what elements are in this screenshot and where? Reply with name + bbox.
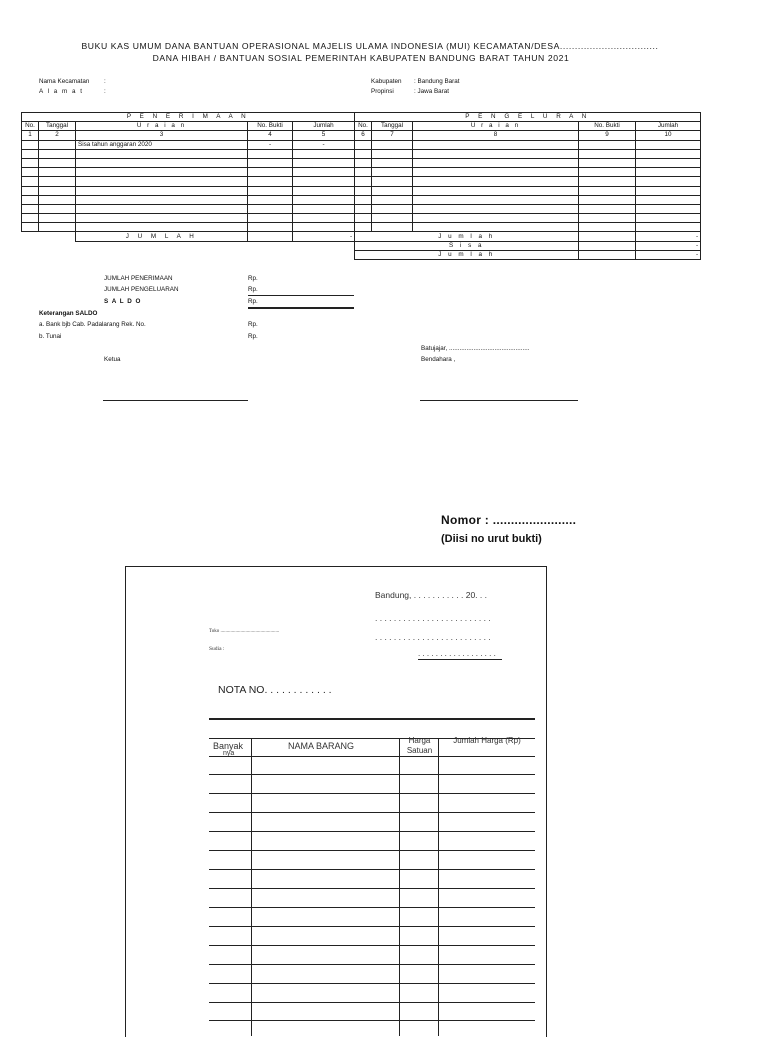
bendahara-signature-line (420, 400, 578, 401)
jumlah2-label: J u m l a h (355, 250, 579, 259)
rp-label: Rp. (248, 298, 258, 305)
jumlah-right-value: - (636, 232, 701, 241)
jumlah-value: - (293, 232, 355, 241)
table-row (355, 149, 701, 158)
ketua-label: Ketua (104, 356, 121, 363)
header-uraian: U r a i a n (413, 122, 579, 131)
alamat-colon: : (104, 88, 106, 95)
nota-dots-line: . . . . . . . . . . . . . . . . . . . . . . . . . (375, 613, 491, 623)
place-date: Batujajar, .............................................. (421, 345, 530, 352)
table-row (22, 214, 355, 223)
rp-label: Rp. (248, 286, 258, 293)
col-number: 6 (355, 131, 372, 140)
col-number: 3 (76, 131, 248, 140)
jumlah-penerimaan-label: JUMLAH PENERIMAAN (104, 275, 173, 282)
jumlah-row (22, 232, 355, 241)
table-row (22, 195, 355, 204)
table-row (355, 168, 701, 177)
subtotal-line (248, 295, 354, 296)
nomor-label: Nomor : ....................... (441, 513, 577, 527)
col-number: 1 (22, 131, 39, 140)
table-row (355, 223, 701, 232)
kabupaten-label: Kabupaten (371, 78, 402, 85)
header-jumlah: Jumlah (293, 122, 355, 131)
header-jumlah: Jumlah (636, 122, 701, 131)
sisa-row (355, 241, 701, 250)
kabupaten-value: : Bandung Barat (414, 78, 460, 85)
first-row-jumlah: - (293, 140, 355, 149)
keterangan-saldo: Keterangan SALDO (39, 310, 98, 317)
jumlah-label: J U M L A H (76, 232, 248, 241)
table-row (22, 158, 355, 167)
col-jumlah-harga: Jumlah Harga (Rp) (453, 736, 521, 745)
table-row (22, 168, 355, 177)
jumlah-right-label: J u m l a h (355, 232, 579, 241)
table-row (355, 158, 701, 167)
saldo-label: S A L D O (104, 298, 142, 305)
col-banyak: Banyak (213, 741, 244, 751)
header-no-bukti: No. Bukti (579, 122, 636, 131)
jumlah-pengeluaran-label: JUMLAH PENGELUARAN (104, 286, 179, 293)
nomor-note: (Diisi no urut bukti) (441, 533, 542, 545)
header-uraian: U r a i a n (76, 122, 248, 131)
table-row (22, 149, 355, 158)
ketua-signature-line (103, 400, 248, 401)
col-number: 10 (636, 131, 701, 140)
nota-no: NOTA NO. . . . . . . . . . . . (218, 684, 332, 696)
col-nama-barang: NAMA BARANG (288, 741, 355, 751)
sudia-label: Sudia : (209, 646, 225, 652)
document-title-line1: BUKU KAS UMUM DANA BANTUAN OPERASIONAL MAJELIS ULAMA INDONESIA (MUI) KECAMATAN/DESA................................. (81, 41, 659, 51)
rp-label: Rp. (248, 333, 258, 340)
col-number: 7 (372, 131, 413, 140)
nota-bandung: Bandung, . . . . . . . . . . . 20. . . (375, 590, 487, 600)
header-no-bukti: No. Bukti (248, 122, 293, 131)
document-title-line2: DANA HIBAH / BANTUAN SOSIAL PEMERINTAH KABUPATEN BANDUNG BARAT TAHUN 2021 (152, 53, 570, 63)
first-row-no-bukti: - (248, 140, 293, 149)
bendahara-label: Bendahara , (421, 356, 456, 363)
col-number: 9 (579, 131, 636, 140)
kecamatan-label: Nama Kecamatan (39, 78, 90, 85)
table-row (355, 186, 701, 195)
col-number: 5 (293, 131, 355, 140)
header-no: No. (22, 122, 39, 131)
penerimaan-title: P E N E R I M A A N (22, 113, 355, 122)
table-row (355, 140, 701, 149)
saldo-line (248, 307, 354, 309)
table-row (22, 223, 355, 232)
table-row (355, 204, 701, 213)
sisa-label: S i s a (355, 241, 579, 250)
header-no: No. (355, 122, 372, 131)
table-row (22, 140, 355, 149)
toko-label: Toko ............................................... (209, 629, 280, 634)
pengeluaran-table (354, 112, 701, 260)
col-harga-satuan: Harga Satuan (406, 736, 433, 755)
table-row (22, 186, 355, 195)
propinsi-value: : Jawa Barat (414, 88, 449, 95)
bank-label: a. Bank bjb Cab. Padalarang Rek. No. (39, 321, 146, 328)
col-number: 2 (39, 131, 76, 140)
table-row (355, 195, 701, 204)
table-row (355, 177, 701, 186)
table-row (22, 204, 355, 213)
tunai-label: b. Tunai (39, 333, 62, 340)
nota-items-table (209, 718, 535, 1036)
table-row (355, 214, 701, 223)
alamat-label: A l a m a t (39, 88, 84, 95)
table-row (22, 177, 355, 186)
propinsi-label: Propinsi (371, 88, 394, 95)
jumlah2-row (355, 250, 701, 259)
header-tanggal: Tanggal (39, 122, 76, 131)
jumlah2-value: - (636, 250, 701, 259)
pengeluaran-title: P E N G E L U R A N (355, 113, 701, 122)
penerimaan-table (21, 112, 355, 242)
kecamatan-colon: : (104, 78, 106, 85)
sisa-value: - (636, 241, 701, 250)
header-tanggal: Tanggal (372, 122, 413, 131)
nota-dots-line: . . . . . . . . . . . . . . . . . . . . . . . . . (375, 632, 491, 642)
col-number: 8 (413, 131, 579, 140)
jumlah-row (355, 232, 701, 241)
col-number: 4 (248, 131, 293, 140)
rp-label: Rp. (248, 321, 258, 328)
first-row-uraian: Sisa tahun anggaran 2020 (76, 140, 248, 149)
col-banyak2: nya (223, 750, 235, 757)
sudia-line (418, 659, 502, 660)
rp-label: Rp. (248, 275, 258, 282)
nota-small-dots: . . . . . . . . . . . . . . . . . . (418, 649, 496, 658)
